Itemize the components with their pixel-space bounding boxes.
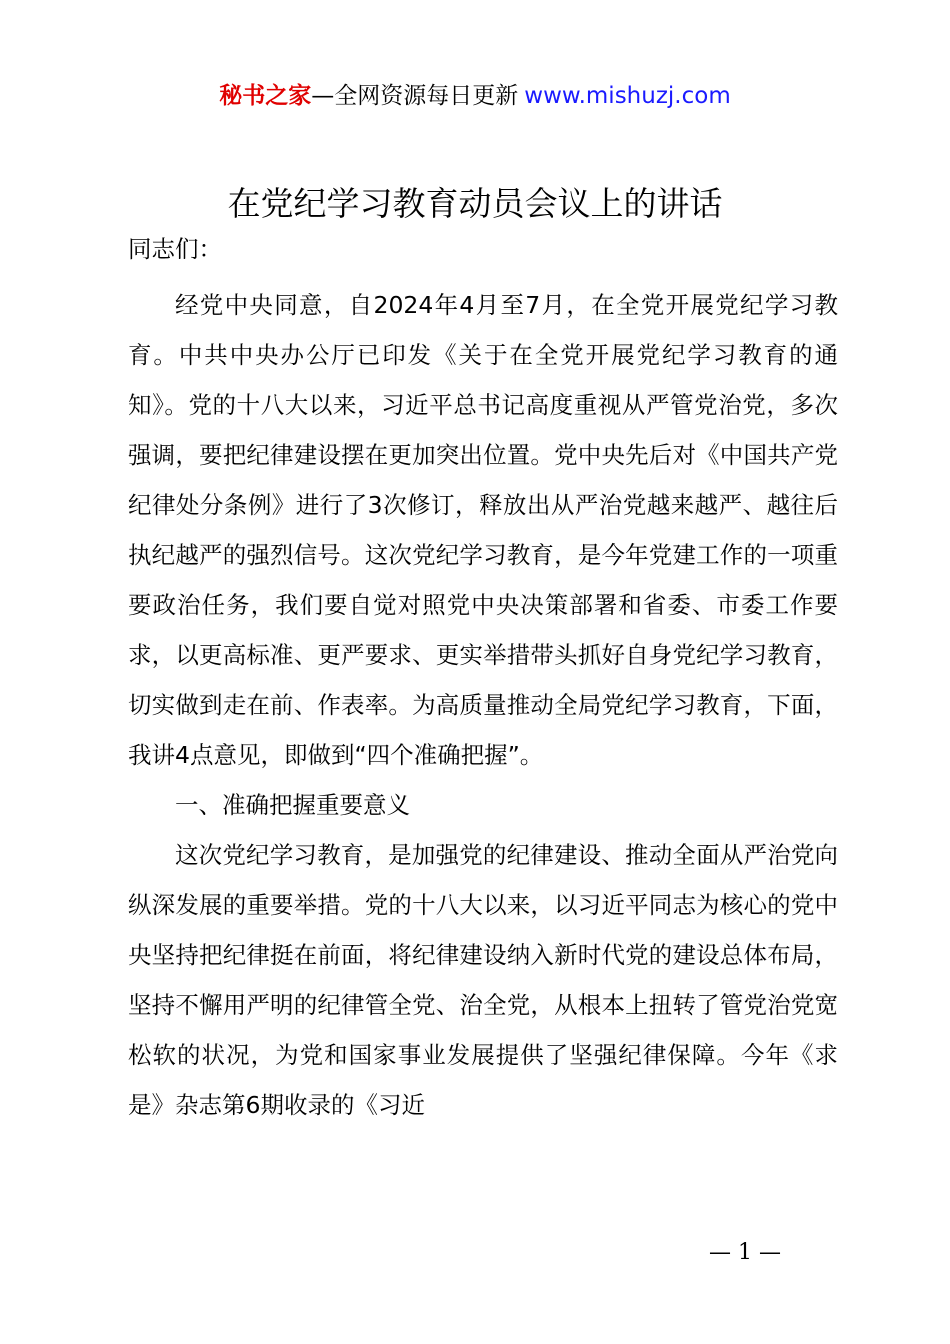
paragraph-significance: 这次党纪学习教育，是加强党的纪律建设、推动全面从严治党向纵深发展的重要举措。党的十八大以来，以习近平同志为核心的党中央坚持把纪律挺在前面，将纪律建设纳入新时代党的建设总体布局，坚持不懈用严明的纪律管全党、治全党，从根本上扭转了管党治党宽松软的状况，为党和国家事业发展提供了坚强纪律保障。今年《求是》杂志第6期收录的《习近 bbox=[128, 841, 838, 1119]
site-brand: 秘书之家 bbox=[219, 83, 312, 109]
paragraph-intro: 经党中央同意，自2024年4月至7月，在全党开展党纪学习教育。中共中央办公厅已印发《关于在全党开展党纪学习教育的通知》。党的十八大以来，习近平总书记高度重视从严管党治党，多次强调，要把纪律建设摆在更加突出位置。党中央先后对《中国共产党纪律处分条例》进行了3次修订，释放出从严治党越来越严、越往后执纪越严的强烈信号。这次党纪学习教育，是今年党建工作的一项重要政治任务，我们要自觉对照党中央决策部署和省委、市委工作要求，以更高标准、更严要求、更实举措带头抓好自身党纪学习教育，切实做到走在前、作表率。为高质量推动全局党纪学习教育，下面，我讲4点意见，即做到“四个准确把握”。 bbox=[128, 291, 838, 769]
site-url[interactable]: www.mishuzj.com bbox=[524, 83, 731, 109]
site-header bbox=[0, 80, 950, 112]
page-number: — 1 — bbox=[709, 1240, 781, 1265]
document-body bbox=[128, 230, 838, 1130]
site-tagline: —全网资源每日更新 bbox=[311, 83, 519, 109]
document-title: 在党纪学习教育动员会议上的讲话 bbox=[227, 184, 723, 223]
section-heading: 一、准确把握重要意义 bbox=[175, 791, 410, 819]
salutation: 同志们： bbox=[128, 235, 222, 263]
